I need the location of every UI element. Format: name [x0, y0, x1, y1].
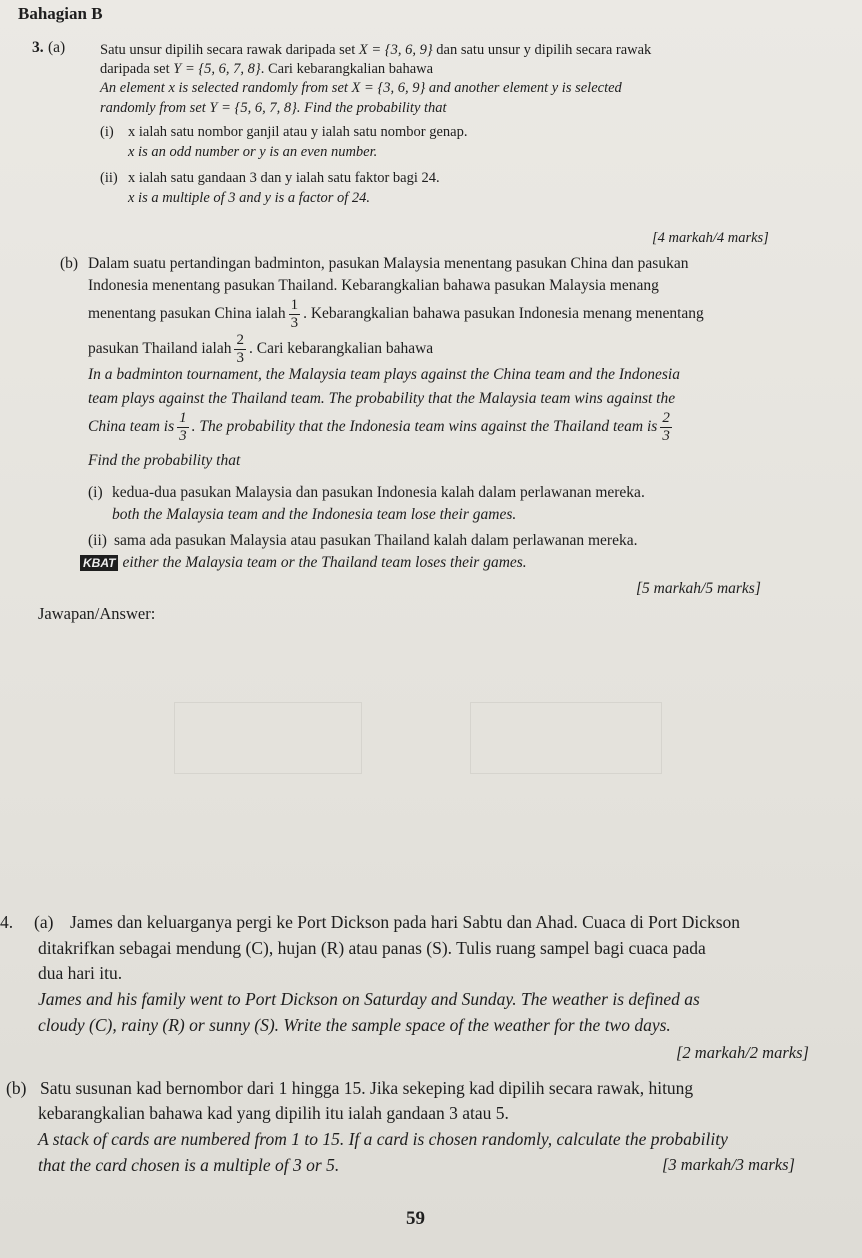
q3b-ms-line1: Dalam suatu pertandingan badminton, pasukan Malaysia menentang pasukan China dan pasukan	[88, 255, 689, 272]
fraction-two-thirds: $\frac{2}{3}$	[236, 332, 244, 366]
q3a-ii-en: x is a multiple of 3 and y is a factor of 24.	[128, 190, 371, 206]
section-title: Bahagian B	[18, 4, 103, 23]
q3b-ii-en-row: KBAT either the Malaysia team or the Thailand team loses their games.	[80, 554, 527, 572]
q3a-i-label: (i)	[100, 124, 114, 140]
q4b-ms-line2: kebarangkalian bahawa kad yang dipilih itu ialah gandaan 3 atau 5.	[38, 1103, 509, 1123]
q4b-label: (b)	[6, 1078, 27, 1098]
q3a-ii-ms: x ialah satu gandaan 3 dan y ialah satu faktor bagi 24.	[128, 170, 440, 186]
q4a-en-line2: cloudy (C), rainy (R) or sunny (S). Write the sample space of the weather for the two days.	[38, 1015, 671, 1035]
q4b-en-line2: that the card chosen is a multiple of 3 or 5.	[38, 1155, 340, 1175]
question-3-number: 3.	[32, 39, 44, 56]
fraction-one-third: $\frac{1}{3}$	[290, 297, 299, 331]
q3a-marks: [4 markah/4 marks]	[652, 230, 769, 246]
q3b-marks: [5 markah/5 marks]	[636, 580, 761, 597]
q3b-en-line1: In a badminton tournament, the Malaysia team plays against the China team and the Indonesia	[88, 366, 680, 383]
q4a-ms-line1: James dan keluarganya pergi ke Port Dickson pada hari Sabtu dan Ahad. Cuaca di Port Dickson	[70, 912, 741, 932]
q3b-en-line4: Find the probability that	[88, 452, 241, 469]
q3b-ms-line2: Indonesia menentang pasukan Thailand. Kebarangkalian bahawa pasukan Malaysia menang	[88, 277, 659, 294]
q4a-ms-line2: ditakrifkan sebagai mendung (C), hujan (R) atau panas (S). Tulis ruang sampel bagi cuaca pada	[38, 938, 706, 958]
q4a-en-line1: James and his family went to Port Dickson on Saturday and Sunday. The weather is defined as	[38, 989, 700, 1009]
q3a-en-line2: randomly from set Y = {5, 6, 7, 8}. Find the probability that	[100, 100, 447, 116]
question-4-number: 4.	[0, 912, 14, 932]
q4a-ms-line3: dua hari itu.	[38, 963, 123, 983]
q3a-en-line1: An element x is selected randomly from set X = {3, 6, 9} and another element y is selected	[100, 80, 622, 96]
q3b-ii-ms: sama ada pasukan Malaysia atau pasukan Thailand kalah dalam perlawanan mereka.	[114, 532, 638, 549]
q4b-ms-line1: Satu susunan kad bernombor dari 1 hingga 15. Jika sekeping kad dipilih secara rawak, hitung	[40, 1078, 694, 1098]
answer-label: Jawapan/Answer:	[38, 604, 156, 623]
faint-bleed-box-right	[470, 702, 662, 774]
q3b-ii-label: (ii)	[88, 532, 107, 549]
q3b-i-en: both the Malaysia team and the Indonesia team lose their games.	[112, 506, 517, 523]
q3b-i-ms: kedua-dua pasukan Malaysia dan pasukan Indonesia kalah dalam perlawanan mereka.	[112, 484, 645, 501]
q3b-label: (b)	[60, 255, 79, 272]
q4b-en-line1: A stack of cards are numbered from 1 to 15. If a card is chosen randomly, calculate the probability	[38, 1129, 728, 1149]
q3b-i-label: (i)	[88, 484, 103, 501]
q3b-en-line3: China team is $\frac{1}{3}$ . The probability that the Indonesia team wins against the Thailand team is $\frac{2}{3}$	[88, 410, 670, 444]
q4a-label: (a)	[34, 912, 54, 932]
q3a-ms-line1: Satu unsur dipilih secara rawak daripada set X = {3, 6, 9} dan satu unsur y dipilih secara rawak	[100, 42, 652, 58]
fraction-one-third-en: $\frac{1}{3}$	[179, 410, 187, 444]
answer-space[interactable]	[60, 640, 840, 910]
q3a-i-en: x is an odd number or y is an even number.	[128, 144, 378, 160]
q3a-ii-label: (ii)	[100, 170, 118, 186]
faint-bleed-box-left	[174, 702, 362, 774]
kbat-badge: KBAT	[80, 555, 118, 571]
q3a-i-ms: x ialah satu nombor ganjil atau y ialah satu nombor genap.	[128, 124, 468, 140]
q3b-ms-line3: menentang pasukan China ialah $\frac{1}{3}$ . Kebarangkalian bahawa pasukan Indonesia menang menentang	[88, 297, 704, 331]
page-number: 59	[406, 1208, 425, 1229]
q3a-ms-line2: daripada set Y = {5, 6, 7, 8}. Cari kebarangkalian bahawa	[100, 61, 434, 77]
q4a-marks: [2 markah/2 marks]	[676, 1043, 809, 1062]
q3b-en-line2: team plays against the Thailand team. The probability that the Malaysia team wins against the	[88, 390, 676, 407]
q3a-label: (a)	[48, 39, 66, 56]
fraction-two-thirds-en: $\frac{2}{3}$	[662, 410, 670, 444]
q3b-ms-line4: pasukan Thailand ialah $\frac{2}{3}$ . Cari kebarangkalian bahawa	[88, 332, 434, 366]
q4b-marks: [3 markah/3 marks]	[662, 1155, 795, 1174]
